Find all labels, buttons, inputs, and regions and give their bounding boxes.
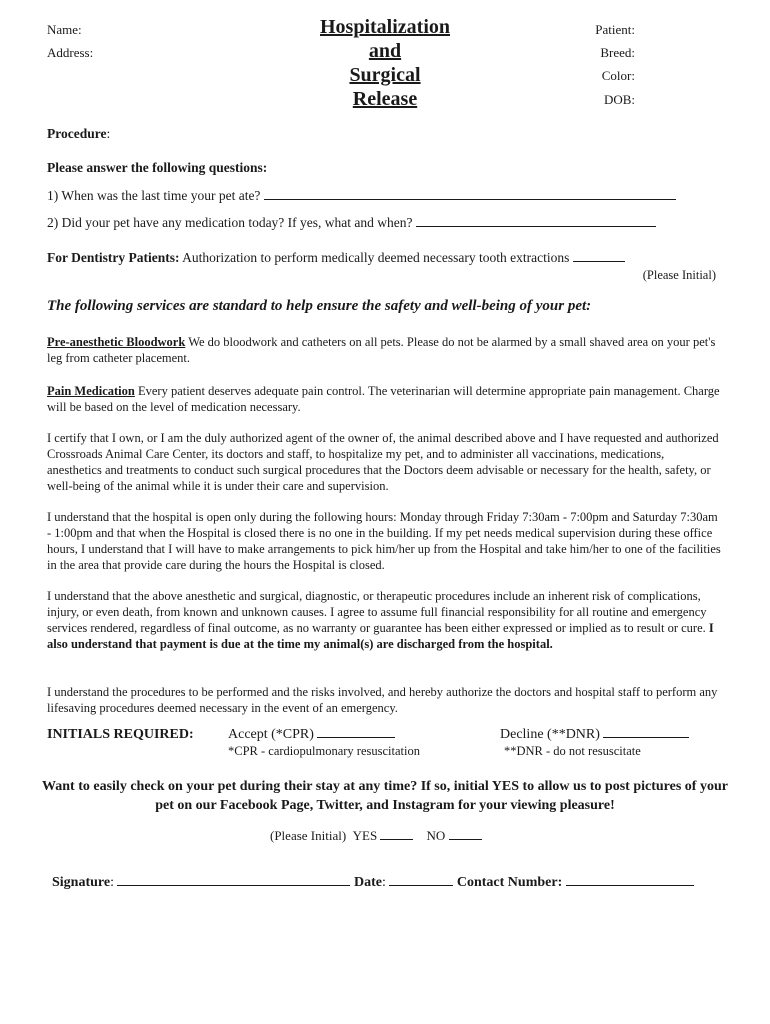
procedure-label: Procedure (47, 126, 107, 141)
date-line[interactable] (389, 884, 453, 886)
bloodwork-text: We do bloodwork and catheters on all pets. Please do not be alarmed by a small shaved area on your pet's leg from catheter placement. (47, 335, 716, 365)
address-label: Address: (47, 45, 94, 60)
dnr-note: **DNR - do not resuscitate (504, 744, 641, 758)
dentistry-row (47, 250, 625, 266)
lifesaving-paragraph: I understand the procedures to be performed and the risks involved, and hereby authorize the doctors and hospital staff to perform any lifesaving procedures deemed necessary in the event of an emergency. (47, 685, 718, 715)
title-line-2: and (368, 40, 402, 62)
risk-paragraph (47, 588, 722, 652)
accept-cpr-field (228, 727, 395, 743)
dentistry-text: Authorization to perform medically deemed necessary tooth extractions (182, 250, 570, 265)
procedure-field (47, 126, 110, 142)
no-initial-line[interactable] (449, 838, 482, 840)
dob-label: DOB: (603, 92, 635, 107)
question-2 (47, 215, 656, 231)
risk-payment-text: I also understand that payment is due at the time my animal(s) are discharged from the hospital. (47, 621, 714, 651)
accept-cpr-initial-line[interactable] (317, 736, 395, 738)
dentistry-initial-line[interactable] (573, 260, 625, 262)
social-initial-note: (Please Initial) (270, 828, 347, 843)
contact-number-line[interactable] (566, 884, 694, 886)
signature-label: Signature (52, 875, 111, 890)
question-1-answer-line[interactable] (264, 198, 676, 200)
question-2-answer-line[interactable] (416, 225, 656, 227)
certify-paragraph: I certify that I own, or I am the duly authorized agent of the owner of, the animal described above and I have requested and authorized Crossroads Animal Care Center, its doctors and staff, to hospitalize my pet, and to administer all vaccinations, medications, anesthetics and treatments to conduct such surgical procedures that the Doctors deem advisable or necessary for the health, safety, or well-being of the animal while it is under their care and supervision. (47, 431, 719, 493)
social-media-consent: Want to easily check on your pet during their stay at any time? If so, initial YES to allow us to post pictures of your pet on our Facebook Page, Twitter, and Instagram for your viewing pleasure! (42, 779, 728, 813)
bloodwork-label: Pre-anesthetic Bloodwork (47, 335, 186, 349)
services-heading: The following services are standard to help ensure the safety and well-being of your pet: (47, 298, 592, 314)
signature-line[interactable] (117, 884, 350, 886)
color-label: Color: (601, 68, 635, 83)
risk-text: I understand that the above anesthetic and surgical, diagnostic, or therapeutic procedures include an inherent risk of complications, injury, or even death, from known and unknown causes. I agree to assume full financial responsibility for all routine and emergency services rendered, regardless of final outcome, as no warranty or guarantee has been either expressed or implied as to result or cure. (47, 589, 709, 635)
date-colon: : (381, 875, 386, 890)
bloodwork-paragraph (47, 334, 722, 366)
date-label: Date (353, 875, 382, 890)
hours-paragraph: I understand that the hospital is open only during the following hours: Monday through Friday 7:30am - 7:00pm and Saturday 7:30am - 1:00pm and that when the Hospital is closed there is no one in the building. If my pet needs medical supervision during these office hours, I understand that I will have to make arrangements to pick him/her up from the Hospital and take him/her to one of the facilities in the area that provide care during the hours the Hospital is closed. (47, 510, 721, 572)
dentistry-label: For Dentistry Patients: (47, 250, 180, 265)
signature-colon: : (110, 875, 114, 890)
title-line-3: Surgical (349, 64, 421, 86)
contact-number-label: Contact Number: (456, 875, 563, 890)
procedure-colon: : (106, 126, 111, 141)
decline-dnr-initial-line[interactable] (603, 736, 689, 738)
pain-paragraph (47, 383, 722, 415)
form-title (300, 15, 470, 111)
signature-row (52, 875, 694, 891)
no-label: NO (426, 828, 446, 843)
cpr-note: *CPR - cardiopulmonary resuscitation (228, 744, 420, 758)
title-line-4: Release (352, 88, 418, 110)
social-initial-row (270, 828, 482, 844)
name-label: Name: (47, 22, 82, 37)
breed-label: Breed: (600, 45, 635, 60)
decline-dnr-field (500, 727, 689, 743)
dentistry-initial-note: (Please Initial) (642, 268, 716, 282)
accept-cpr-label: Accept (*CPR) (228, 727, 314, 742)
questions-heading: Please answer the following questions: (47, 160, 268, 175)
initials-required-label: INITIALS REQUIRED: (47, 727, 194, 742)
question-2-text: 2) Did your pet have any medication today? If yes, what and when? (47, 215, 413, 230)
title-line-1: Hospitalization (319, 16, 450, 38)
question-1 (47, 188, 676, 204)
yes-label: YES (352, 828, 378, 843)
patient-label: Patient: (595, 22, 635, 37)
pain-text: Every patient deserves adequate pain control. The veterinarian will determine appropriate pain management. Charge will be based on the level of medication necessary. (47, 384, 720, 414)
decline-dnr-label: Decline (**DNR) (500, 727, 600, 742)
yes-initial-line[interactable] (380, 838, 413, 840)
question-1-text: 1) When was the last time your pet ate? (47, 188, 261, 203)
pain-label: Pain Medication (47, 384, 135, 398)
